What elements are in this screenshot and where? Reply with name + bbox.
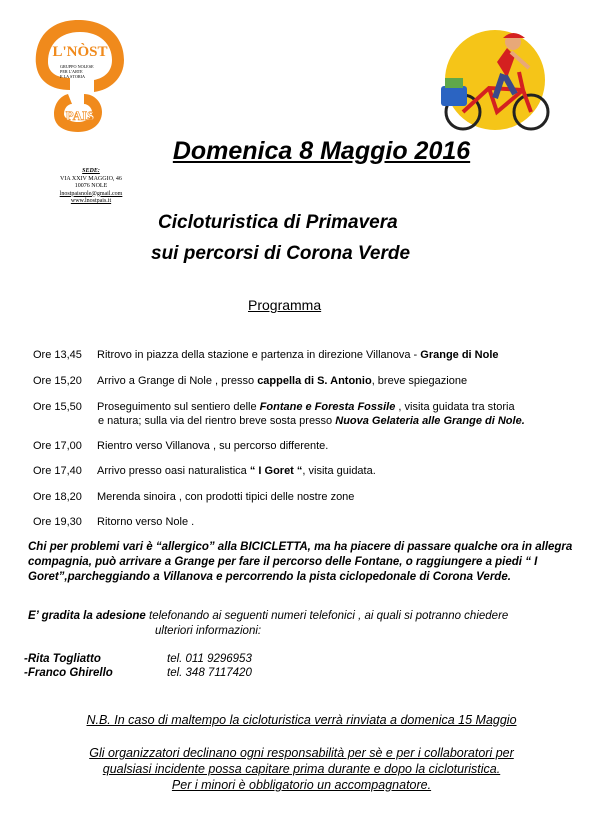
cyclist-illustration: [437, 28, 567, 134]
sede-web-link[interactable]: www.lnostpais.it: [70, 198, 112, 204]
sede-label: SEDE:: [82, 168, 100, 174]
sede-block: [36, 168, 146, 206]
schedule-row: Ore 17,00 Rientro verso Villanova , su percorso differente.: [33, 440, 329, 452]
adesione-paragraph: E’ gradita la adesione telefonando ai seguenti numeri telefonici , ai quali si potranno chiedere ulteriori informazioni:: [28, 610, 509, 637]
subtitle-1: Cicloturistica di Primavera: [158, 212, 398, 233]
event-title: Domenica 8 Maggio 2016: [172, 137, 471, 165]
contact-row: -Rita Togliatto tel. 011 9296953: [24, 653, 252, 665]
svg-text:GRUPPO NOLESE: GRUPPO NOLESE: [60, 64, 94, 69]
schedule-row: Ore 15,50 Proseguimento sul sentiero delle Fontane e Foresta Fossile , visita guidata tra storia e natura; sulla via del rientro breve sosta presso Nuova Gelateria alle Grange di Nole.: [33, 401, 525, 427]
sede-email-link[interactable]: lnostpaisnole@gmail.com: [59, 190, 123, 197]
bicycle-note: Chi per problemi vari è “allergico” alla BICICLETTA, ma ha piacere di passare qualche ora in allegra compagnia, può arrivare a Grange per fare il percorso delle Fontane, o raggiungere a piedi “ I Goret”,parcheggiando a Villanova e percorrendo la pista ciclopedonale di Corona Verde.: [28, 541, 573, 583]
programma-heading: Programma: [248, 297, 322, 313]
schedule-row: Ore 18,20 Merenda sinoira , con prodotti tipici delle nostre zone: [33, 491, 355, 503]
schedule-row: Ore 15,20 Arrivo a Grange di Nole , presso cappella di S. Antonio, breve spiegazione: [33, 375, 468, 387]
schedule-row: Ore 19,30 Ritorno verso Nole .: [33, 516, 195, 528]
disclaimer: Gli organizzatori declinano ogni responsabilità per sè e per i collaboratori per qualsiasi incidente possa capitare prima durante e dopo la cicloturistica. Per i minori è obbligatorio un accompagnatore.: [89, 746, 514, 792]
svg-text:L'NÒST: L'NÒST: [52, 44, 108, 60]
svg-text:PAIS: PAIS: [65, 108, 95, 123]
schedule-row: Ore 17,40 Arrivo presso oasi naturalistica “ I Goret “, visita guidata.: [33, 465, 376, 477]
sede-address-1: VIA XXIV MAGGIO, 46: [60, 175, 122, 182]
svg-text:PER L'ARTE: PER L'ARTE: [60, 69, 83, 74]
subtitle-2: sui percorsi di Corona Verde: [151, 243, 411, 264]
sede-address-2: 10076 NOLE: [74, 183, 108, 189]
schedule-row: Ore 13,45 Ritrovo in piazza della stazione e partenza in direzione Villanova - Grange di Nole: [33, 349, 499, 361]
contact-row: -Franco Ghirello tel. 348 7117420: [24, 667, 252, 679]
lnost-pais-logo: [30, 16, 130, 134]
svg-text:E LA STORIA: E LA STORIA: [60, 74, 86, 79]
nb-weather-note: N.B. In caso di maltempo la cicloturistica verrà rinviata a domenica 15 Maggio: [86, 713, 517, 727]
